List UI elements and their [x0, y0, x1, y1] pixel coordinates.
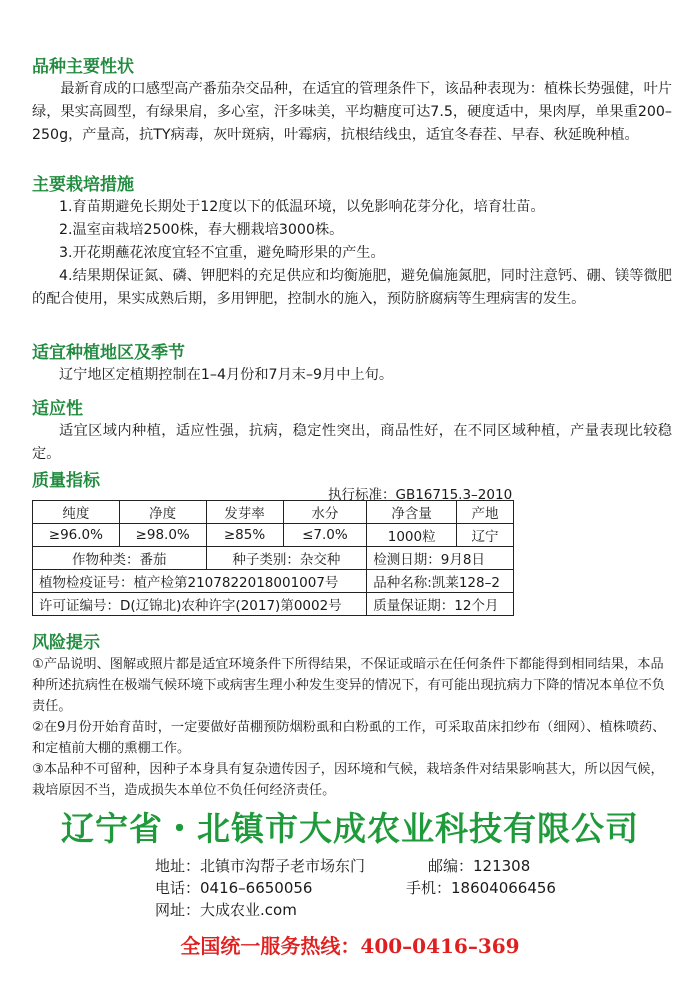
seed-type-cell: 种子类别：杂交种 [206, 547, 367, 570]
region-title: 适宜种植地区及季节 [32, 343, 185, 363]
risk-item: ③本品种不可留种，因种子本身具有复杂遗传因子，因环境和气候，栽培条件对结果影响甚大，所以因气候，栽培原因不当，造成损失本单位不负任何经济责任。 [32, 762, 664, 798]
value-cell: 辽宁 [457, 524, 514, 547]
table-row [33, 593, 514, 616]
header-cell: 发芽率 [206, 501, 283, 524]
header-cell: 纯度 [33, 501, 120, 524]
address: 地址：北镇市沟帮子老市场东门 [155, 857, 366, 875]
header-cell: 水分 [283, 501, 367, 524]
value-cell: ≥98.0% [119, 524, 206, 547]
risk-title: 风险提示 [32, 633, 100, 653]
phone: 电话：0416–6650056 [155, 879, 313, 897]
region-section [32, 342, 672, 387]
header-cell: 净度 [119, 501, 206, 524]
risk-section [32, 632, 672, 801]
value-cell: ≤7.0% [283, 524, 367, 547]
crop-cell: 作物种类：番茄 [33, 547, 207, 570]
test-date-cell: 检测日期：9月8日 [367, 547, 514, 570]
traits-text: 最新育成的口感型高产番茄杂交品种，在适宜的管理条件下，该品种表现为：植株长势强健，叶片绿，果实高圆型，有绿果肩，多心室，汗多味美，平均糖度可达7.5，硬度适中，果肉厚，单果重200–250g，产量高，抗TY病毒，灰叶斑病，叶霉病，抗根结线虫，适宜冬春茬、早春、秋延晚种植。 [32, 81, 672, 143]
quality-title: 质量指标 [32, 471, 100, 491]
license-cell: 许可证编号：D(辽锦北)农种许字(2017)第0002号 [33, 593, 367, 616]
traits-title: 品种主要性状 [32, 57, 134, 77]
header-cell: 净含量 [367, 501, 457, 524]
adapt-text: 适宜区域内种植，适应性强，抗病，稳定性突出，商品性好，在不同区域种植，产量表现比较稳定。 [32, 423, 672, 462]
cultivation-item: 2.温室亩栽培2500株，春大棚栽培3000株。 [58, 222, 344, 238]
variety-cell: 品种名称:凯莱128–2 [367, 570, 514, 593]
cultivation-section [32, 174, 672, 311]
cultivation-item: 4.结果期保证氮、磷、钾肥料的充足供应和均衡施肥，避免偏施氮肥，同时注意钙、硼、镁等微肥的配合使用，果实成熟后期，多用钾肥，控制水的施入，预防脐腐病等生理病害的发生。 [32, 268, 672, 307]
company-name: 辽宁省・北镇市大成农业科技有限公司 [61, 809, 639, 848]
table-row [33, 547, 514, 570]
cultivation-item: 3.开花期蘸花浓度宜轻不宜重，避免畸形果的产生。 [58, 245, 385, 261]
region-text: 辽宁地区定植期控制在1–4月份和7月末–9月中上旬。 [58, 367, 394, 383]
service-hotline: 全国统一服务热线：400–0416–369 [180, 934, 520, 958]
adapt-section [32, 398, 672, 466]
traits-section [32, 56, 672, 147]
standard-label: 执行标准：GB16715.3–2010 [328, 487, 513, 503]
risk-item: ①产品说明、图解或照片都是适宜环境条件下所得结果，不保证或暗示在任何条件下都能得到相同结果，本品种所述抗病性在极端气候环境下或病害生理小种发生变异的情况下，有可能出现抗病力下降的情况本单位不负责任。 [32, 657, 665, 714]
quarantine-cell: 植物检疫证号：植产检第2107822018001007号 [33, 570, 367, 593]
postcode: 邮编：121308 [428, 857, 531, 875]
cultivation-title: 主要栽培措施 [32, 175, 134, 195]
website: 网址：大成农业.com [155, 901, 297, 919]
warranty-cell: 质量保证期：12个月 [367, 593, 514, 616]
quality-table [32, 500, 514, 616]
table-row [33, 501, 514, 524]
table-row [33, 570, 514, 593]
risk-item: ②在9月份开始育苗时，一定要做好苗棚预防烟粉虱和白粉虱的工作，可采取苗床扣纱布（细网）、植株喷药、和定植前大棚的熏棚工作。 [32, 720, 666, 756]
value-cell: ≥96.0% [33, 524, 120, 547]
header-cell: 产地 [457, 501, 514, 524]
value-cell: ≥85% [206, 524, 283, 547]
mobile: 手机：18604066456 [406, 879, 556, 897]
cultivation-item: 1.育苗期避免长期处于12度以下的低温环境，以免影响花芽分化，培育壮苗。 [58, 199, 545, 215]
table-row [33, 524, 514, 547]
adapt-title: 适应性 [32, 399, 83, 419]
value-cell: 1000粒 [367, 524, 457, 547]
